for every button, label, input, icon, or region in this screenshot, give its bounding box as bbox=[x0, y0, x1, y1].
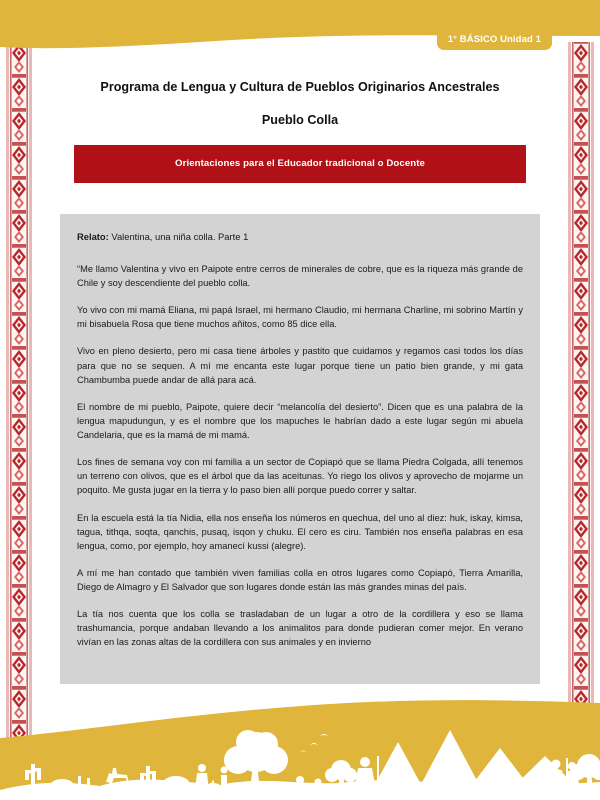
relato-label: Relato: bbox=[77, 231, 109, 243]
story-paragraph: La tía nos cuenta que los colla se trasladaban de un lugar a otro de la cordillera y eso se llama trashumancia, porque andaban llevando a los animalitos para donde pudieran comer mejor. En verano vivían en las zonas altas de la cordillera con sus animales y en invierno bbox=[77, 609, 523, 648]
story-paragraph: A mí me han contado que también viven familias colla en otros lugares como Copiapó, Tierra Amarilla, Diego de Almagro y El Salvador que son lugares donde están las más grandes minas del país. bbox=[77, 567, 523, 593]
page-content bbox=[0, 60, 600, 684]
story-paragraph: Yo vivo con mi mamá Eliana, mi papá Israel, mi hermano Claudio, mi hermana Charline, mi sobrino Martín y mi bisabuela Rosa que tiene muchos añitos, como 85 dice ella. bbox=[77, 305, 523, 330]
story-content-box bbox=[60, 214, 540, 684]
left-textile-border bbox=[6, 42, 32, 752]
footer-decorative-band bbox=[0, 690, 600, 800]
page-subtitle: Pueblo Colla bbox=[261, 113, 339, 128]
textile-pattern-right bbox=[568, 42, 594, 752]
story-paragraph: Vivo en pleno desierto, pero mi casa tiene árboles y pastito que cuidamos y regamos casi todos los días para que no se sequen. A mí me encanta este lugar porque tiene un patio bien grande, y mi gata Chambumba puede andar de allá para acá. bbox=[77, 346, 523, 385]
footer-landscape-illustration bbox=[0, 690, 600, 800]
relato-value: Valentina, una niña colla. Parte 1 bbox=[108, 231, 249, 243]
story-paragraph: En la escuela está la tía Nidia, ella nos enseña los números en quechua, del uno al diez: huk, iskay, kimsa, tagua, tithqa, soqta, qanchis, pusaq, isqon y chuku. El cero es ciru. También nos enseña palabras en esa lengua, como, por ejemplo, hoy amanecí kussi (alegre). bbox=[77, 512, 523, 551]
textile-pattern-left bbox=[6, 42, 32, 752]
relato-heading bbox=[77, 230, 523, 244]
orientation-banner: Orientaciones para el Educador tradicional o Docente bbox=[74, 145, 526, 183]
right-textile-border bbox=[568, 42, 594, 752]
story-paragraph: “Me llamo Valentina y vivo en Paipote entre cerros de minerales de cobre, que es la riqueza más grande de Chile y soy descendiente del pueblo colla. bbox=[77, 263, 523, 289]
unit-badge: 1° BÁSICO Unidad 1 bbox=[437, 30, 552, 50]
story-paragraph: Los fines de semana voy con mi familia a un sector de Copiapó que se llama Piedra Colgada, allí tenemos un terreno con olivos, que es el árbol que da las aceitunas. Yo riego los olivos y aprovecho de mojarme un poquito. Me gusta jugar en la tierra y lo paso bien allí porque puedo correr y saltar. bbox=[77, 457, 523, 496]
page-title: Programa de Lengua y Cultura de Pueblos Originarios Ancestrales bbox=[100, 80, 500, 94]
story-paragraph: El nombre de mi pueblo, Paipote, quiere decir “melancolía del desierto”. Dicen que es una palabra de la lengua mapudungun, y es el nombre que los mapuches le habrían dado a este lugar según mi abuela Candelaria, que es la mamá de mi mamá. bbox=[77, 401, 523, 441]
